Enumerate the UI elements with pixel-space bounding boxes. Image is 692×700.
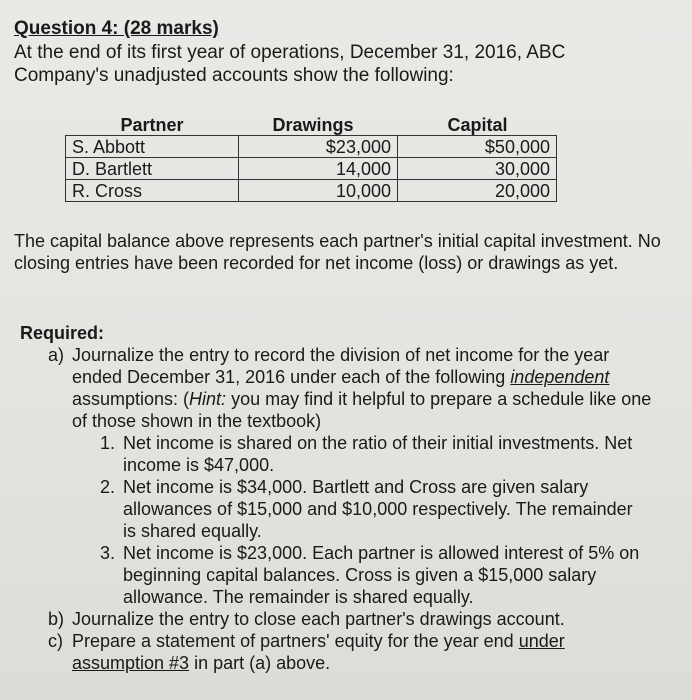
header-capital: Capital bbox=[398, 114, 557, 136]
cell-capital: $50,000 bbox=[398, 136, 557, 158]
independent-emphasis: independent bbox=[510, 367, 610, 387]
part-c-text: Prepare a statement of partners' equity for the year end under assumption #3 in part (a) above. bbox=[72, 631, 565, 673]
accounts-table bbox=[65, 114, 557, 202]
cell-drawings: $23,000 bbox=[239, 136, 398, 158]
cell-partner: D. Bartlett bbox=[66, 158, 239, 180]
cell-drawings: 10,000 bbox=[239, 180, 398, 202]
part-c-label: c) bbox=[48, 631, 63, 651]
table-header-row bbox=[66, 114, 557, 136]
item-number: 3. bbox=[100, 543, 116, 563]
table-row bbox=[66, 180, 557, 202]
header-partner: Partner bbox=[66, 114, 239, 136]
part-b-text: Journalize the entry to close each partner's drawings account. bbox=[72, 609, 565, 629]
part-b-label: b) bbox=[48, 609, 65, 629]
cell-partner: R. Cross bbox=[66, 180, 239, 202]
item-number: 2. bbox=[100, 477, 116, 497]
item-text: Net income is $34,000. Bartlett and Cross are given salary allowances of $15,000 and $10,000 respectively. The remainder is shared equally. bbox=[123, 477, 633, 541]
item-text: Net income is $23,000. Each partner is allowed interest of 5% on beginning capital balances. Cross is given a $15,000 salary allowance. The remainder is shared equally. bbox=[123, 543, 640, 607]
part-a-text: Journalize the entry to record the division of net income for the year ended December 31, 2016 under each of the following independent assumptions: (Hint: you may find it helpful to prepare a schedule like one of those shown in the textbook) bbox=[72, 345, 652, 431]
item-text: Net income is shared on the ratio of their initial investments. Net income is $47,000. bbox=[123, 433, 633, 475]
header-drawings: Drawings bbox=[239, 114, 398, 136]
capital-note-paragraph: The capital balance above represents each partner's initial capital investment. No closing entries have been recorded for net income (loss) or drawings as yet. bbox=[14, 231, 661, 273]
item-number: 1. bbox=[100, 433, 116, 453]
cell-capital: 30,000 bbox=[398, 158, 557, 180]
question-intro: At the end of its first year of operations, December 31, 2016, ABC Company's unadjusted accounts show the following: bbox=[14, 42, 566, 86]
question-title: Question 4: (28 marks) bbox=[14, 18, 219, 39]
cell-partner: S. Abbott bbox=[66, 136, 239, 158]
assumption-emphasis: under assumption #3 bbox=[72, 631, 565, 673]
required-heading: Required: bbox=[20, 323, 105, 343]
table-row bbox=[66, 136, 557, 158]
table-row bbox=[66, 158, 557, 180]
part-a-label: a) bbox=[48, 345, 65, 365]
cell-capital: 20,000 bbox=[398, 180, 557, 202]
hint-label: Hint: bbox=[189, 389, 227, 409]
cell-drawings: 14,000 bbox=[239, 158, 398, 180]
